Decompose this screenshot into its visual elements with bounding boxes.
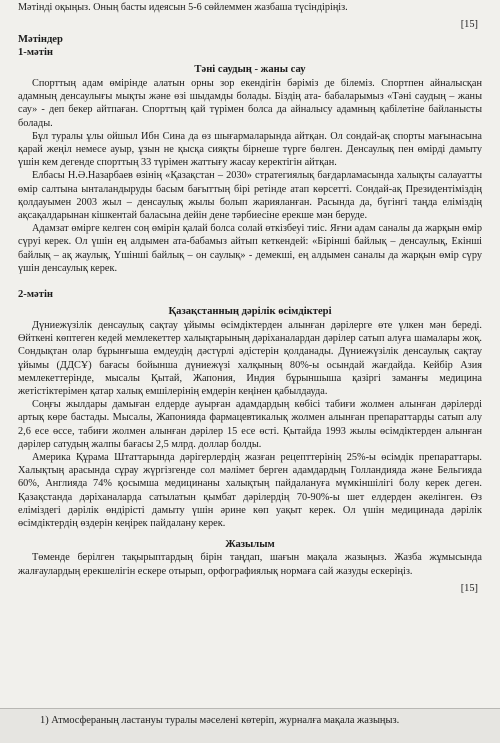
- text1-label: 1-мәтін: [18, 47, 53, 58]
- text2-paragraph: Соңғы жылдары дамыған елдерде ауырған адамдардың көбісі табиғи жолмен алынған дәрілерді артық көре бастады. Мысалы, Жапонияда фармацевтикалық жолмен алынған препараттарды сатып алу 2,6 есе өссе, табиғи жолмен алынған дәрілер 15 есе өсті. Қытайда 1993 жылы өсімдіктерден алынған дәрілер сатудың жалпы бағасы 2,5 млрд. доллар болды.: [18, 399, 482, 450]
- text1-heading: Тәні саудың - жаны сау: [194, 64, 306, 75]
- writing-section-title: Жазылым: [225, 539, 275, 551]
- writing-instruction: Төменде берілген тақырыптардың бірін таңдап, шағын мақала жазыңыз. Жазба жұмысында жалғаулардың ерекшелігін ескере отырып, орфографиялық нормаға сай жазуды ескеріңіз.: [18, 552, 482, 577]
- writing-score: [15]: [460, 582, 478, 594]
- text1-paragraph: Елбасы Н.Ә.Назарбаев өзінің «Қазақстан – 2030» стратегиялық бағдарламасында халықты салауатты өмір салтына ынталандыруды басым бағыттың бірі ретінде атап көрсетті. Сондай-ақ Президентіміздің қолдауымен 2003 жыл – денсаулық жылы болып жарияланған. Расында да, бүгінгі таңда еліміздің ақсақалдарынан кішкентай баласына дейін дене тәрбиесіне ерекше мән беруде.: [18, 170, 482, 222]
- task-instruction: Мәтінді оқыңыз. Оның басты идеясын 5-6 сөйлеммен жазбаша түсіндіріңіз.: [18, 2, 348, 13]
- text1-paragraph: Адамзат өмірге келген соң өмірін қалай болса солай өткізбеуі тиіс. Яғни адам саналы да жарқын өмір сүруі керек. Ол үшін ең алдымен ата-бабамыз айтып кеткендей: «Бірінші байлық – денсаулық, Екінші байлық – ақ жаулық, Үшінші байлық – он саулық» - демекші, ең алдымен саналы да жарқын өмір сүру үшін денсаулық керек.: [18, 223, 482, 274]
- text2-paragraph: Дүниежүзілік денсаулық сақтау ұйымы өсімдіктерден алынған дәрілерге өте үлкен мән береді. Өйткені көптеген кедей мемлекеттер халықтарының дәріханалардан дәрілер сатып алуға шамалары жоқ. Сондықтан олар бұрынғыша емдеудің дәстүрлі әдістерін қолданады. Дүниежүзілік денсаулық сақтау ұйымы (ДДСҰ) бағасы бойынша дүниежүзі халқының 80%-ы осындай жағдайда. Кейбір Азия мемлекеттерінде, мысалы Қытай, Жапония, Индия бұрыншыша қазіргі заманғы медицина жетістіктерімен қатар халық емшілерінің емдерін кеңінен қабылдауда.: [18, 320, 482, 398]
- text1-paragraph: Спорттың адам өмірінде алатын орны зор екендігін бәріміз де білеміз. Спортпен айналысқан адамның денсаулығы мықты және өзі шыдамды болады. Біздің ата- бабаларымыз «Тәні саудың – жаны сау» - деп бекер айтпаған. Спорттың қай түрімен болса да айналысу адамның қабілетіне байланысты болады.: [18, 78, 482, 129]
- spacer: [18, 275, 482, 288]
- writing-option-1: 1) Атмосфераның ластануы туралы мәселені көтеріп, журналға мақала жазыңыз.: [40, 715, 400, 726]
- text2-paragraph: Америка Құрама Штаттарында дәрігерлердің жазған рецепттерінің 25%-ы өсімдік препараттары. Халықтың арасында сұрау жүргізгенде сол мәлімет берген адамдардың Голландияда және Бельгияда 60%, Англияда 74% қосымша медицинаны халықтың пайдалануға мүмкіншілігі болу керек деген. Қазақстанда дәріханаларда сатылатын қымбат дәрілердің 70-90%-ы шет елдерден әкелінген. Өз еліміздегі дәрілік өндірісті дамыту үшін әрине көп уақыт керек. Ол үшін медицинада дәрілік өсімдіктердің өздерін кеңірек пайдалану керек.: [18, 452, 482, 530]
- text1-paragraph: Бұл туралы ұлы ойшыл Ибн Сина да өз шығармаларында айтқан. Ол сондай-ақ спорты мағынасына қарай жеңіл немесе ауыр, ұзын не қысқа сияқты бірнеше түрге бөлген. Денсаулық пен өмірді дамыту үшін кем дегенде спорттың 33 түрімен жаттығу жасау керектігін айтқан.: [18, 130, 482, 169]
- text2-heading: Қазақстанның дәрілік өсімдіктері: [168, 306, 332, 318]
- task-score: [15]: [460, 19, 478, 30]
- texts-section-title: Мәтіндер: [18, 34, 63, 45]
- text2-label: 2-мәтін: [18, 289, 53, 301]
